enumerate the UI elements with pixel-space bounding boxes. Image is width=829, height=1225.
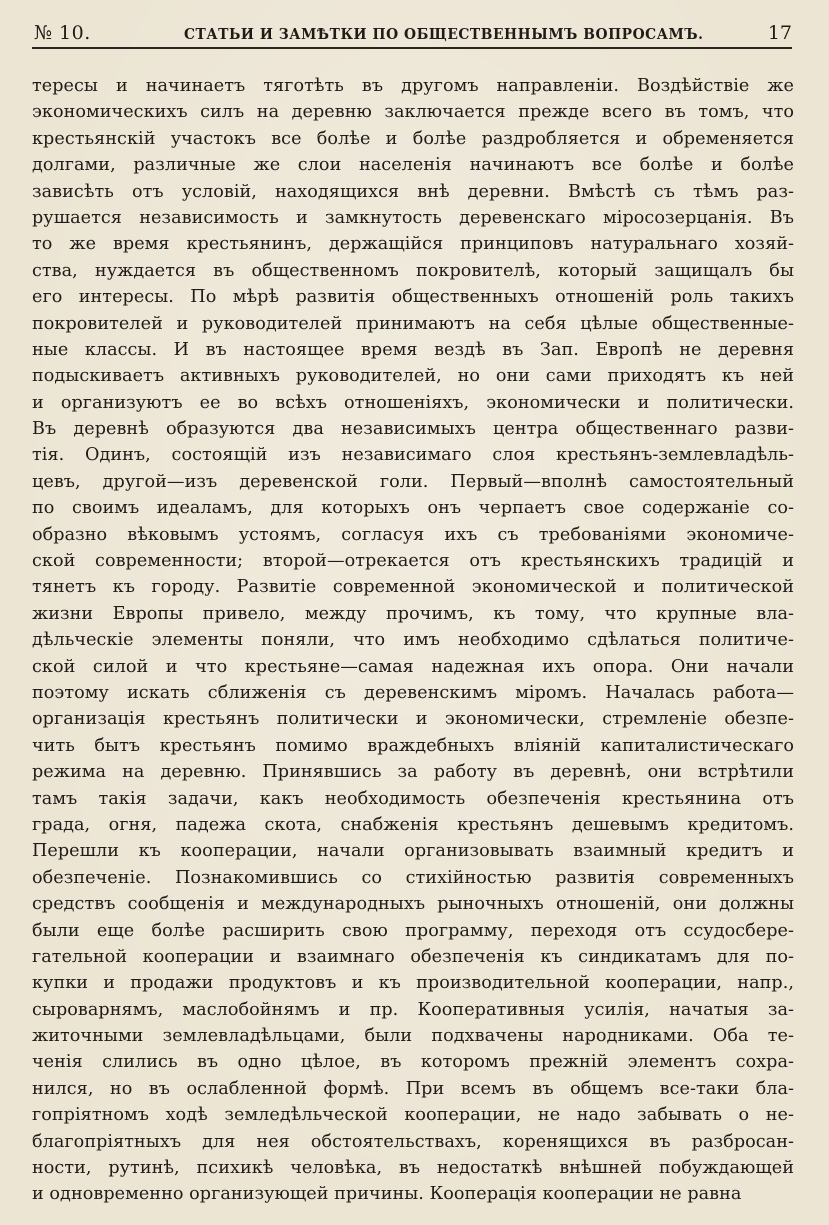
- text-line: режима на деревню. Принявшись за работу въ деревнѣ, они встрѣтили: [32, 762, 794, 783]
- text-line: жизни Европы привело, между прочимъ, къ тому, что крупные вла-: [32, 603, 794, 624]
- text-line: рушается независимость и замкнутость деревенскаго міросозерцанія. Въ: [32, 207, 794, 228]
- text-line: житочными землевладѣльцами, были подхвачены народниками. Оба те-: [32, 1026, 794, 1047]
- text-line: сыроварнямъ, маслобойнямъ и пр. Кооперативныя усилія, начатыя за-: [32, 999, 794, 1020]
- text-line: чить бытъ крестьянъ помимо враждебныхъ вліяній капиталистическаго: [32, 735, 794, 756]
- text-line: экономическихъ силъ на деревню заключается прежде всего въ томъ, что: [32, 102, 794, 123]
- text-line: гопріятномъ ходѣ земледѣльческой кооперации, не надо забывать о не-: [32, 1105, 794, 1126]
- text-line: ности, рутинѣ, психикѣ человѣка, въ недостаткѣ внѣшней побуждающей: [32, 1158, 794, 1179]
- text-line: тія. Одинъ, состоящій изъ независимаго слоя крестьянъ-землевладѣль-: [32, 445, 794, 466]
- page-number: 17: [767, 22, 792, 44]
- text-line: купки и продажи продуктовъ и къ производительной кооперации, напр.,: [32, 973, 794, 994]
- text-line: ства, нуждается въ общественномъ покровителѣ, который защищалъ бы: [32, 260, 794, 281]
- running-header: [34, 18, 792, 50]
- text-line: ченія слились въ одно цѣлое, въ которомъ прежній элементъ сохра-: [32, 1052, 794, 1073]
- text-line: то же время крестьянинъ, держащійся принциповъ натуральнаго хозяй-: [32, 234, 794, 255]
- text-line: ской современности; второй—отрекается отъ крестьянскихъ традицій и: [32, 551, 794, 572]
- text-line: были еще болѣе расширить свою программу, переходя отъ ссудосбере-: [32, 920, 794, 941]
- issue-number: № 10.: [34, 22, 91, 44]
- text-line: средствъ сообщенія и международныхъ рыночныхъ отношеній, они должны: [32, 894, 794, 915]
- text-line: тянетъ къ городу. Развитіе современной экономической и политической: [32, 577, 794, 598]
- text-line: града, огня, падежа скота, снабженія крестьянъ дешевымъ кредитомъ.: [32, 814, 794, 835]
- text-line: его интересы. По мѣрѣ развитія общественныхъ отношеній роль такихъ: [32, 287, 794, 308]
- text-line: благопріятныхъ для нея обстоятельствахъ, коренящихся въ разбросан-: [32, 1131, 794, 1152]
- text-line: образно вѣковымъ устоямъ, согласуя ихъ съ требованіями экономиче-: [32, 524, 794, 545]
- text-line: покровителей и руководителей принимаютъ на себя цѣлые общественные-: [32, 313, 794, 334]
- text-line: долгами, различные же слои населенія начинаютъ все болѣе и болѣе: [32, 155, 794, 176]
- text-line: по своимъ идеаламъ, для которыхъ онъ черпаетъ свое содержаніе со-: [32, 498, 794, 519]
- text-line: подыскиваетъ активныхъ руководителей, но они сами приходятъ къ ней: [32, 366, 794, 387]
- text-line: обезпеченіе. Познакомившись со стихійностью развитія современныхъ: [32, 867, 794, 888]
- header-rule: [32, 47, 792, 49]
- text-line: зависѣть отъ условій, находящихся внѣ деревни. Вмѣстѣ съ тѣмъ раз-: [32, 181, 794, 202]
- text-line: тересы и начинаетъ тяготѣть въ другомъ направленіи. Воздѣйствіе же: [32, 76, 794, 96]
- text-line: крестьянскій участокъ все болѣе и болѣе раздробляется и обременяется: [32, 128, 794, 149]
- running-title: СТАТЬИ И ЗАМѢТКИ ПО ОБЩЕСТВЕННЫМЪ ВОПРОСАМЪ.: [184, 25, 704, 43]
- text-line: организація крестьянъ политически и экономически, стремленіе обезпе-: [32, 709, 794, 730]
- text-line: ные классы. И въ настоящее время вездѣ въ Зап. Европѣ не деревня: [32, 339, 794, 360]
- text-line: нился, но въ ослабленной формѣ. При всемъ въ общемъ все-таки бла-: [32, 1078, 794, 1099]
- text-line: поэтому искать сближенія съ деревенскимъ міромъ. Началась работа—: [32, 682, 794, 703]
- text-line: гательной кооперации и взаимнаго обезпеченія къ синдикатамъ для по-: [32, 946, 794, 967]
- text-line: тамъ такія задачи, какъ необходимость обезпеченія крестьянина отъ: [32, 788, 794, 809]
- article-body: [32, 73, 794, 1208]
- text-line: Перешли къ кооперации, начали организовывать взаимный кредитъ и: [32, 841, 794, 862]
- text-line: и одновременно организующей причины. Кооперація кооперации не равна: [32, 1184, 742, 1205]
- text-line: и организуютъ ее во всѣхъ отношеніяхъ, экономически и политически.: [32, 392, 794, 413]
- text-line: дѣльческіе элементы поняли, что имъ необходимо сдѣлаться политиче-: [32, 630, 794, 651]
- text-line: цевъ, другой—изъ деревенской голи. Первый—вполнѣ самостоятельный: [32, 471, 794, 492]
- text-line: Въ деревнѣ образуются два независимыхъ центра общественнаго разви-: [32, 419, 794, 440]
- text-line: ской силой и что крестьяне—самая надежная ихъ опора. Они начали: [32, 656, 794, 677]
